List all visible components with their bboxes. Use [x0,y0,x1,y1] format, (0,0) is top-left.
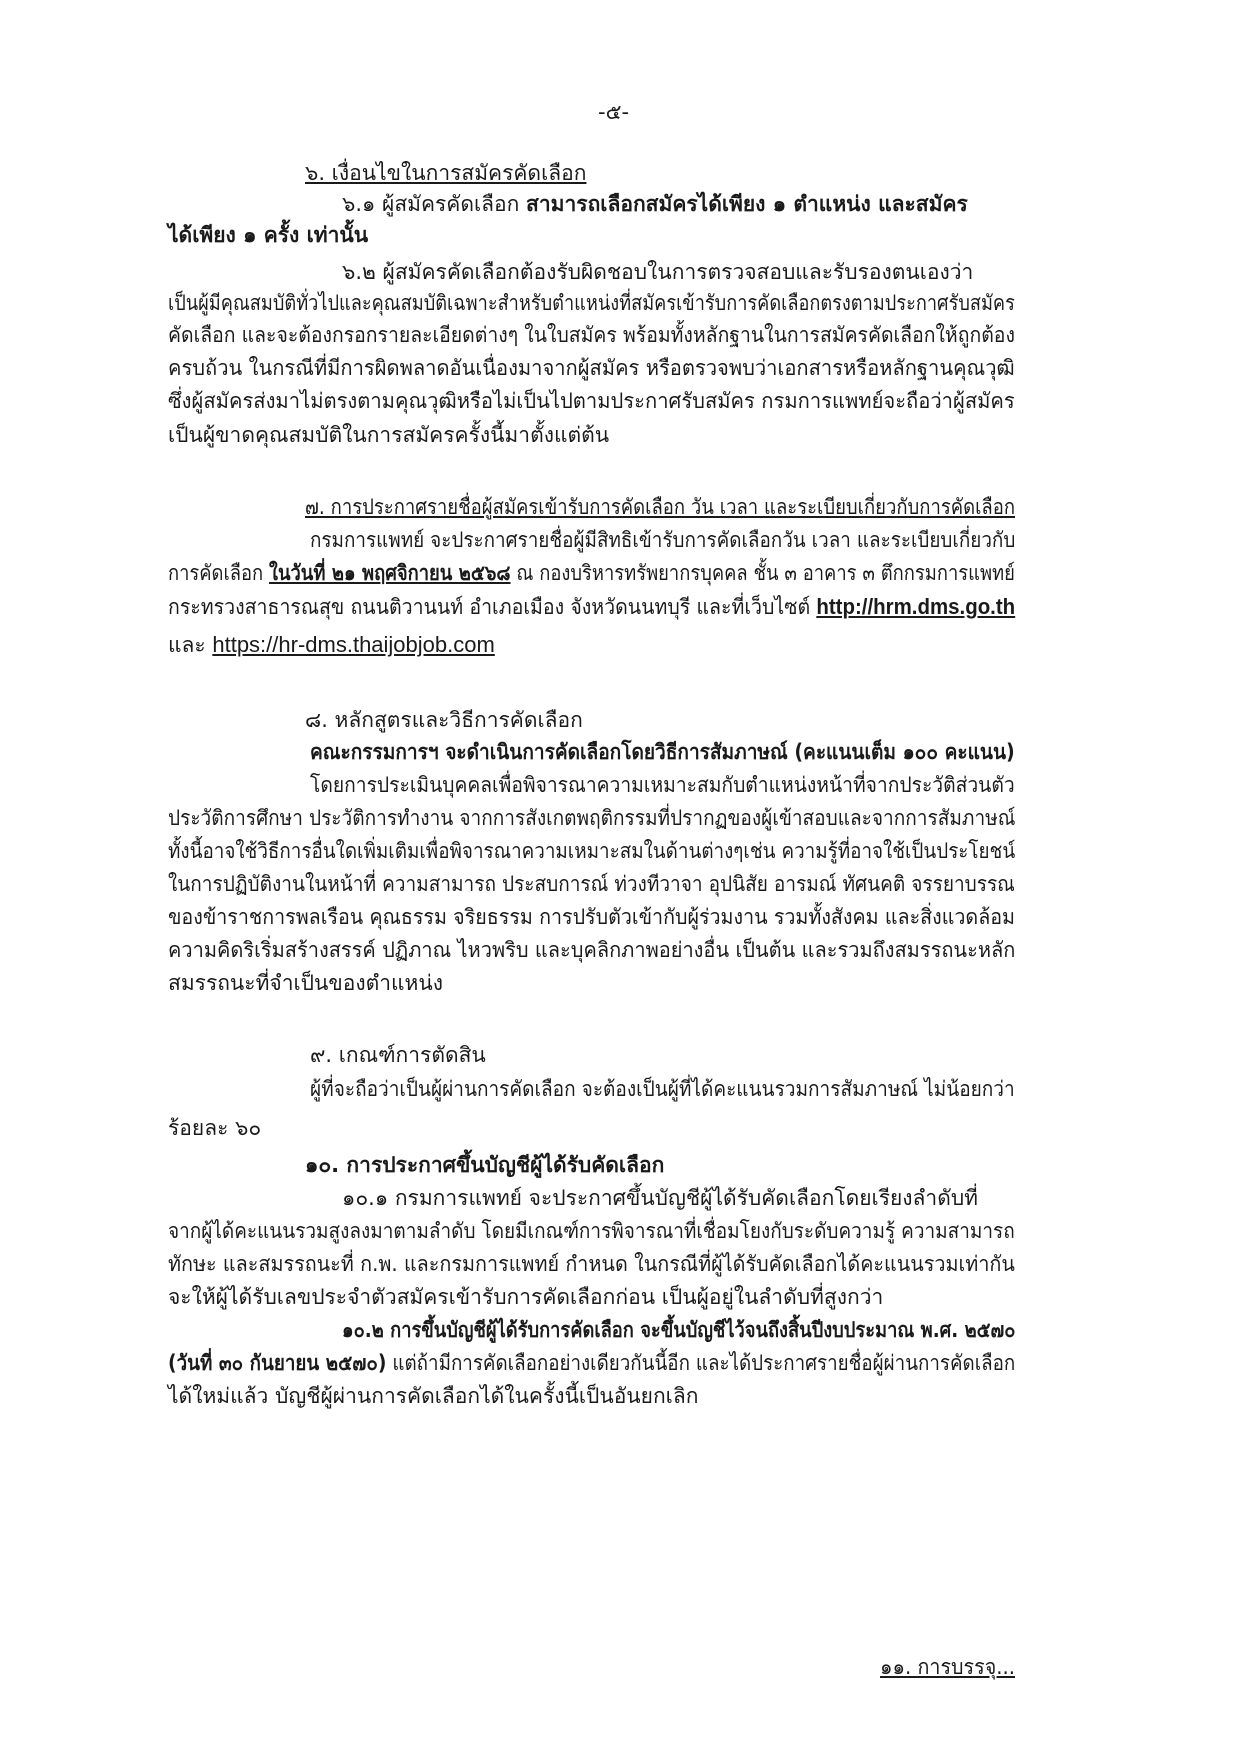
section-6-2-line: คัดเลือก และจะต้องกรอกรายละเอียดต่างๆ ในใบสมัคร พร้อมทั้งหลักฐานในการสมัครคัดเลือกให้ถูกต้อง [168,323,1015,347]
section-7-line2-suffix: ณ กองบริหารทรัพยากรบุคคล ชั้น ๓ อาคาร ๓ ตึกกรมการแพทย์ [510,561,1015,585]
section-8-line: โดยการประเมินบุคคลเพื่อพิจารณาความเหมาะสมกับตำแหน่งหน้าที่จากประวัติส่วนตัว [310,773,1015,797]
section-10-2-line2 [168,1348,1015,1378]
section-7-line2-prefix: การคัดเลือก [168,561,269,585]
section-9-heading: ๙. เกณฑ์การตัดสิน [310,1043,486,1067]
section-8-heading: ๘. หลักสูตรและวิธีการคัดเลือก [305,708,583,732]
section-7-line2 [168,558,1015,588]
section-10-heading: ๑๐. การประกาศขึ้นบัญชีผู้ได้รับคัดเลือก [305,1153,665,1177]
section-6-1-line1 [342,189,968,219]
section-10-2-line1: ๑๐.๒ การขึ้นบัญชีผู้ได้รับการคัดเลือก จะขึ้นบัญชีไว้จนถึงสิ้นปีงบประมาณ พ.ศ. ๒๕๗๐ [342,1318,1016,1342]
section-8-line: สมรรถนะที่จำเป็นของตำแหน่ง [168,971,444,995]
page-number: -๕- [598,100,630,124]
section-10-1-line: ทักษะ และสมรรถนะที่ ก.พ. และกรมการแพทย์ กำหนด ในกรณีที่ผู้ได้รับคัดเลือกได้คะแนนรวมเท่ากัน [168,1252,1015,1276]
section-7-line3-prefix: กระทรวงสาธารณสุข ถนนติวานนท์ อำเภอเมือง จังหวัดนนทบุรี และที่เว็บไซต์ [168,595,817,619]
section-6-2-line: ซึ่งผู้สมัครส่งมาไม่ตรงตามคุณวุฒิหรือไม่เป็นไปตามประกาศรับสมัคร กรมการแพทย์จะถือว่าผู้สมัคร [168,389,1015,413]
section-9-line1: ผู้ที่จะถือว่าเป็นผู้ผ่านการคัดเลือก จะต้องเป็นผู้ที่ได้คะแนนรวมการสัมภาษณ์ ไม่น้อยกว่า [310,1077,1015,1101]
section-6-2-line: ครบถ้วน ในกรณีที่มีการผิดพลาดอันเนื่องมาจากผู้สมัคร หรือตรวจพบว่าเอกสารหรือหลักฐานคุณวุฒิ [168,356,1015,380]
section-7-line1: กรมการแพทย์ จะประกาศรายชื่อผู้มีสิทธิเข้ารับการคัดเลือกวัน เวลา และระเบียบเกี่ยวกับ [310,528,1016,552]
section-8-line: ทั้งนี้อาจใช้วิธีการอื่นใดเพิ่มเติมเพื่อพิจารณาความเหมาะสมในด้านต่างๆเช่น ความรู้ที่อาจใช้เป็นประโยชน์ [168,839,1016,863]
section-7-line3 [168,592,1015,622]
section-8-line: ของข้าราชการพลเรือน คุณธรรม จริยธรรม การปรับตัวเข้ากับผู้ร่วมงาน รวมทั้งสังคม และสิ่งแวดล้อม [168,905,1016,929]
thaijobjob-website-link[interactable]: https://hr-dms.thaijobjob.com [212,632,495,657]
announcement-date: ในวันที่ ๒๑ พฤศจิกายน ๒๕๖๘ [268,561,511,585]
section-6-1-bold: สามารถเลือกสมัครได้เพียง ๑ ตำแหน่ง และสมัคร [526,192,968,216]
section-6-heading: ๖. เงื่อนไขในการสมัครคัดเลือก [305,161,587,185]
list-end-date: (วันที่ ๓๐ กันยายน ๒๕๗๐) [168,1351,387,1375]
section-10-2-line2-rest: แต่ถ้ามีการคัดเลือกอย่างเดียวกันนี้อีก และได้ประกาศรายชื่อผู้ผ่านการคัดเลือก [386,1351,1016,1375]
section-8-line: ความคิดริเริ่มสร้างสรรค์ ปฏิภาณ ไหวพริบ และบุคลิกภาพอย่างอื่น เป็นต้น และรวมถึงสมรรถนะหลัก [168,938,1016,962]
section-6-2-line: ๖.๒ ผู้สมัครคัดเลือกต้องรับผิดชอบในการตรวจสอบและรับรองตนเองว่า [342,260,974,284]
next-page-continuation: ๑๑. การบรรจุ... [880,1655,1016,1679]
hrm-website-link[interactable]: http://hrm.dms.go.th [816,594,1016,619]
section-10-2-line3: ได้ใหม่แล้ว บัญชีผู้ผ่านการคัดเลือกได้ในครั้งนี้เป็นอันยกเลิก [168,1384,699,1408]
section-7-line4 [168,630,495,660]
section-8-line: ในการปฏิบัติงานในหน้าที่ ความสามารถ ประสบการณ์ ท่วงทีวาจา อุปนิสัย อารมณ์ ทัศนคติ จรรยาบรรณ [168,872,1015,896]
section-8-subheading: คณะกรรมการฯ จะดำเนินการคัดเลือกโดยวิธีการสัมภาษณ์ (คะแนนเต็ม ๑๐๐ คะแนน) [310,740,1015,764]
section-8-line: ประวัติการศึกษา ประวัติการทำงาน จากการสังเกตพฤติกรรมที่ปรากฏของผู้เข้าสอบและจากการสัมภาษณ์ [168,806,1016,830]
section-10-1-line: จากผู้ได้คะแนนรวมสูงลงมาตามลำดับ โดยมีเกณฑ์การพิจารณาที่เชื่อมโยงกับระดับความรู้ ความสามารถ [168,1219,1015,1243]
section-6-1-prefix: ๖.๑ ผู้สมัครคัดเลือก [342,192,527,216]
section-10-1-line: จะให้ผู้ได้รับเลขประจำตัวสมัครเข้ารับการคัดเลือกก่อน เป็นผู้อยู่ในลำดับที่สูงกว่า [168,1285,884,1309]
section-6-1-line2: ได้เพียง ๑ ครั้ง เท่านั้น [168,223,369,247]
section-10-1-line: ๑๐.๑ กรมการแพทย์ จะประกาศขึ้นบัญชีผู้ได้รับคัดเลือกโดยเรียงลำดับที่ [342,1186,979,1210]
section-9-line2: ร้อยละ ๖๐ [168,1116,262,1140]
section-7-line4-prefix: และ [168,633,213,657]
section-6-2-line: เป็นผู้มีคุณสมบัติทั่วไปและคุณสมบัติเฉพาะสำหรับตำแหน่งที่สมัครเข้ารับการคัดเลือกตรงตามประกาศรับสมัคร [168,291,1015,315]
section-7-heading: ๗. การประกาศรายชื่อผู้สมัครเข้ารับการคัดเลือก วัน เวลา และระเบียบเกี่ยวกับการคัดเลือก [305,495,1016,519]
section-6-2-line: เป็นผู้ขาดคุณสมบัติในการสมัครครั้งนี้มาตั้งแต่ต้น [168,423,610,447]
